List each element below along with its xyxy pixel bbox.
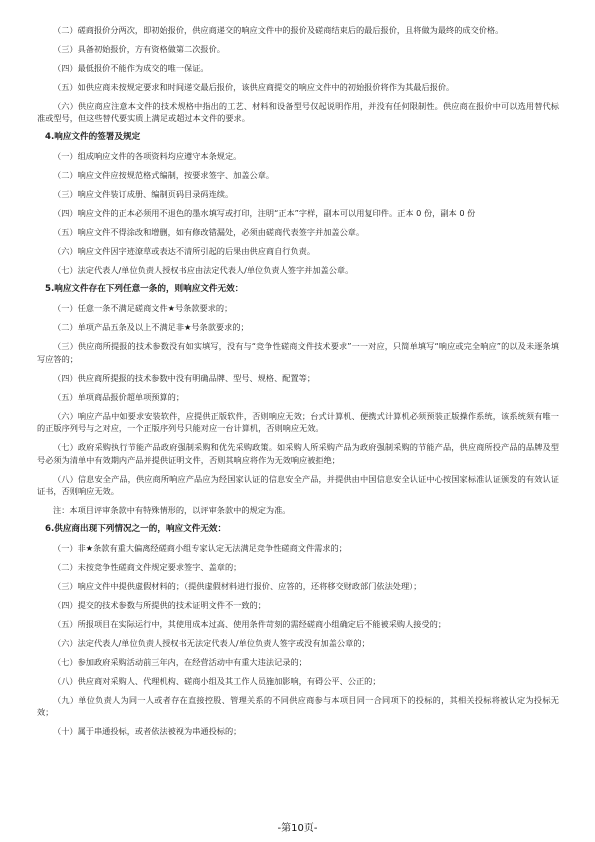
- paragraph: （八）供应商对采购人、代理机构、磋商小组及其工作人员施加影响，有碍公平、公正的；: [53, 676, 381, 687]
- paragraph: （三）响应文件装订成册、编制页码目录码连续。: [53, 189, 234, 200]
- paragraph: （二）单项产品五条及以上不满足非★号条款要求的；: [53, 322, 249, 333]
- paragraph: （一）任意一条不满足磋商文件★号条款要求的；: [53, 303, 233, 314]
- section-heading: 5.响应文件存在下列任意一条的，则响应文件无效：: [45, 284, 244, 295]
- page-number: -第10页-: [277, 823, 318, 834]
- document-body: [37, 24, 559, 744]
- paragraph: （一）组成响应文件的各项资料均应遵守本条规定。: [53, 151, 242, 162]
- paragraph: （二）磋商报价分两次，即初始报价，供应商递交的响应文件中的报价及磋商结束后的最后报价，且将做为最终的成交价格。: [53, 25, 504, 35]
- paragraph: （四）供应商所提报的技术参数中没有明确品牌、型号、规格、配置等；: [53, 372, 316, 383]
- paragraph: （四）最低报价不能作为成交的唯一保证。: [53, 63, 209, 73]
- paragraph: （二）响应文件应按规范格式编制，按要求签字、加盖公章。: [53, 170, 275, 181]
- section-heading: 4.响应文件的签署及规定: [45, 132, 141, 143]
- paragraph: （六）法定代表人/单位负责人授权书无法定代表人/单位负责人签字或没有加盖公章的；: [53, 638, 370, 649]
- paragraph: （五）响应文件不得涂改和增删，如有修改错漏处，必须由磋商代表签字并加盖公章。: [53, 227, 365, 238]
- paragraph: （三）具备初始报价，方有资格做第二次报价。: [53, 44, 225, 54]
- paragraph: （六）供应商应注意本文件的技术规格中指出的工艺、材料和设备型号仅起说明作用，并没有任何限制性。供应商在报价中可以选用替代标准或型号，但这些替代要实质上满足或超过本文件的要求。: [37, 101, 559, 124]
- paragraph: （九）单位负责人为同一人或者存在直接控股、管理关系的不同供应商参与本项目同一合同项下的投标的，其相关投标将被认定为投标无效；: [37, 695, 559, 718]
- paragraph: （一）非★条款有重大偏离经磋商小组专家认定无法满足竞争性磋商文件需求的；: [53, 543, 347, 554]
- paragraph: （七）参加政府采购活动前三年内，在经营活动中有重大违法记录的；: [53, 657, 307, 668]
- paragraph: （十）属于串通投标，或者依法被视为串通投标的；: [53, 726, 242, 737]
- paragraph: 注：本项目评审条款中有特殊情形的，以评审条款中的规定为准。: [53, 505, 291, 516]
- paragraph: （七）政府采购执行节能产品政府强制采购和优先采购政策。如采购人所采购产品为政府强制采购的节能产品，供应商所投产品的品牌及型号必须为清单中有效期内产品并提供证明文件，否则其响应将作为无效响应被拒绝；: [37, 442, 559, 465]
- paragraph: （五）单项商品报价超单项预算的；: [53, 391, 185, 402]
- paragraph: （七）法定代表人/单位负责人授权书应由法定代表人/单位负责人签字并加盖公章。: [53, 265, 354, 276]
- paragraph: （三）供应商所提报的技术参数没有如实填写，没有与“竞争性磋商文件技术要求”一一对应，只简单填写“响应或完全响应”的以及未逐条填写应答的；: [37, 341, 559, 364]
- paragraph: （三）响应文件中提供虚假材料的；（提供虚假材料进行报价、应答的，还将移交财政部门依法处理）；: [53, 581, 422, 592]
- paragraph: （五）如供应商未按规定要求和时间递交最后报价，该供应商提交的响应文件中的初始报价将作为其最后报价。: [53, 82, 455, 92]
- paragraph: （六）响应产品中如要求安装软件，应提供正版软件，否则响应无效；台式计算机、便携式计算机必须预装正版操作系统，该系统须有唯一的正版序列号与之对应，一个正版序列号只能对应一台计算机，否则响应无效。: [37, 410, 559, 434]
- paragraph: （八）信息安全产品，供应商所响应产品应为经国家认证的信息安全产品，并提供由中国信息安全认证中心按国家标准认证颁发的有效认证证书，否则响应无效。: [37, 473, 559, 497]
- paragraph: （四）响应文件的正本必须用不退色的墨水填写或打印，注明“正本”字样，副本可以用复印件。正本 0 份，副本 0 份: [53, 208, 476, 219]
- paragraph: （四）提交的技术参数与所提供的技术证明文件不一致的；: [53, 600, 266, 611]
- paragraph: （六）响应文件因字迹潦草或表达不清所引起的后果由供应商自行负责。: [53, 246, 316, 257]
- paragraph: （二）未按竞争性磋商文件规定要求签字、盖章的；: [53, 562, 242, 573]
- paragraph: （五）所报项目在实际运行中，其使用成本过高、使用条件苛刻的需经磋商小组确定后不能被采购人接受的；: [53, 619, 447, 630]
- section-heading: 6.供应商出现下列情况之一的，响应文件无效：: [45, 524, 227, 535]
